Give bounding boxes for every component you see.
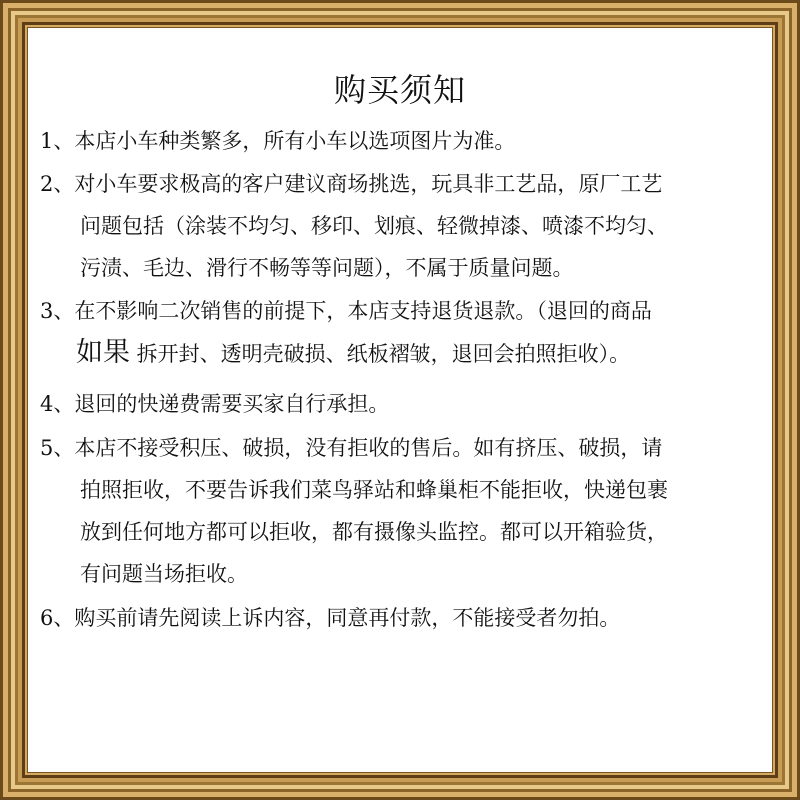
notice-item-3-line-1: 3、在不影响二次销售的前提下，本店支持退货退款。（退回的商品 — [40, 299, 652, 323]
notice-item-2-line-2: 问题包括（涂装不均匀、移印、划痕、轻微掉漆、喷漆不均匀、 — [80, 214, 668, 238]
notice-panel — [28, 28, 772, 772]
notice-item-3-line-2-text: 拆开封、透明壳破损、纸板褶皱，退回会拍照拒收）。 — [130, 342, 631, 366]
notice-item-3-line-2 — [40, 332, 768, 375]
notice-item-2 — [40, 163, 768, 289]
notice-item-1-line-1: 1、本店小车种类繁多，所有小车以选项图片为准。 — [40, 129, 516, 153]
notice-item-6 — [40, 597, 768, 639]
notice-item-2-line-3: 污渍、毛边、滑行不畅等等问题），不属于质量问题。 — [80, 256, 574, 280]
notice-list — [40, 120, 768, 639]
notice-item-5-line-3: 放到任何地方都可以拒收，都有摄像头监控。都可以开箱验货， — [80, 520, 668, 544]
notice-item-2-line-1: 2、对小车要求极高的客户建议商场挑选，玩具非工艺品，原厂工艺 — [40, 172, 663, 196]
notice-item-5-line-1: 5、本店不接受积压、破损，没有拒收的售后。如有挤压、破损，请 — [40, 436, 663, 460]
notice-item-3 — [40, 290, 768, 375]
notice-item-5-line-4: 有问题当场拒收。 — [80, 562, 248, 586]
notice-item-4-line-1: 4、退回的快递费需要买家自行承担。 — [40, 392, 390, 416]
notice-title: 购买须知 — [333, 71, 466, 109]
notice-item-6-line-1: 6、购买前请先阅读上诉内容，同意再付款，不能接受者勿拍。 — [40, 606, 621, 630]
notice-item-5 — [40, 427, 768, 595]
notice-item-4 — [40, 383, 768, 425]
notice-item-3-emphasis: 如果 — [76, 337, 130, 368]
notice-item-5-line-2: 拍照拒收，不要告诉我们菜鸟驿站和蜂巢柜不能拒收，快递包裹 — [80, 478, 668, 502]
notice-item-1 — [40, 120, 768, 162]
